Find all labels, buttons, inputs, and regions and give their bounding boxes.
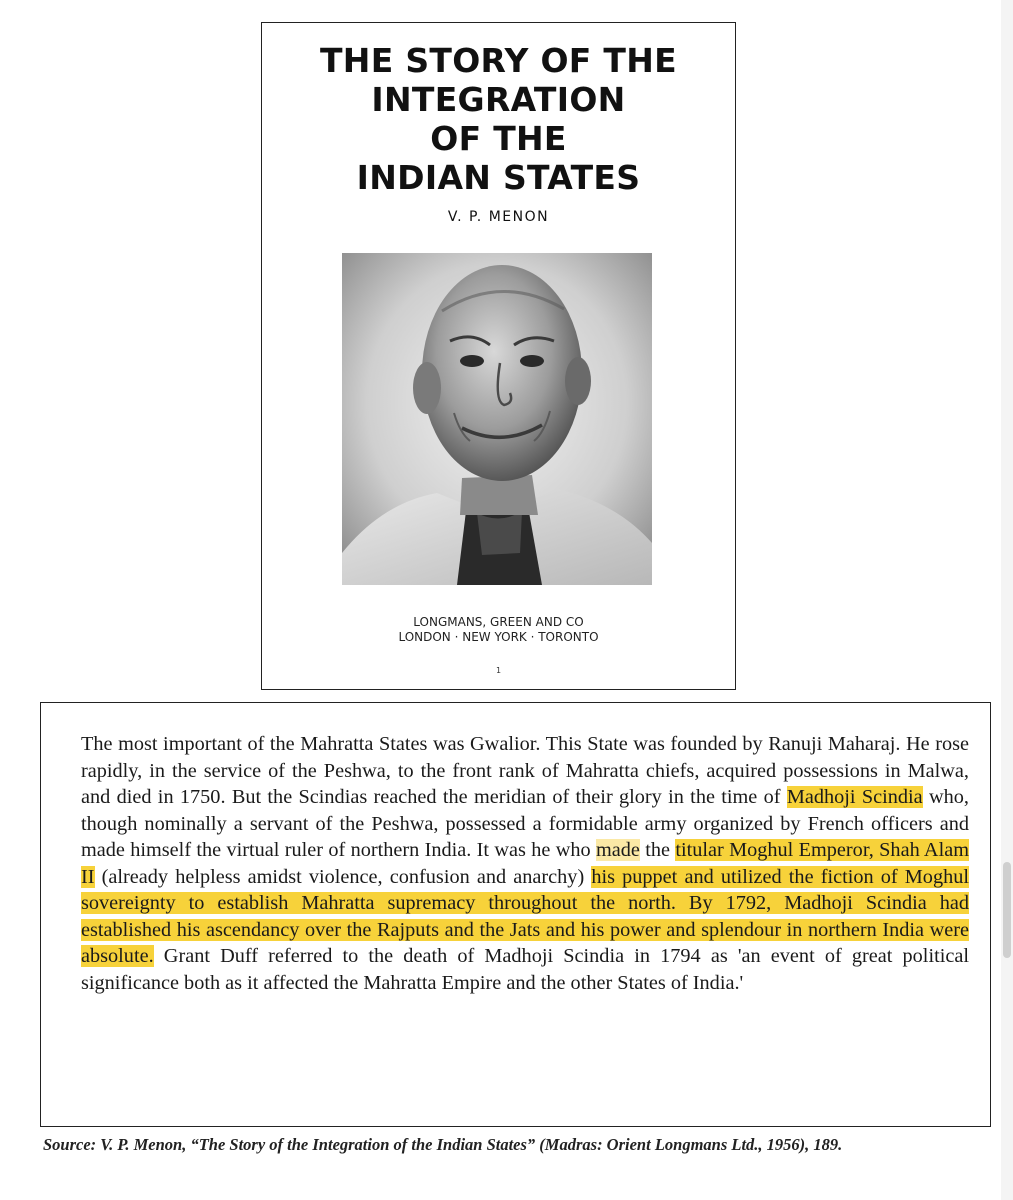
cover-title-line: INDIAN STATES xyxy=(356,158,641,197)
publisher-cities: LONDON · NEW YORK · TORONTO xyxy=(398,630,599,644)
highlight-made: made xyxy=(595,839,640,861)
scrollbar[interactable] xyxy=(1001,0,1013,1200)
scrollbar-thumb[interactable] xyxy=(1003,862,1011,958)
highlight-madhoji-scindia: Madhoji Scindia xyxy=(786,786,923,808)
cover-title-line: OF THE xyxy=(430,119,567,158)
excerpt-text: Grant Duff referred to the death of Madhoji Scindia in 1794 as 'an event of great political significance both as it affected the Mahratta Empire and the other States of India.' xyxy=(81,945,969,994)
highlight-puppet-passage: his puppet and utilized the fiction of Moghul sovereignty to establish Mahratta supremacy throughout the north. By 1792, Madhoji Scindia had established his ascendancy over the Rajputs and the Jats and his power and splendour in northern India were absolute. xyxy=(81,865,970,967)
author-portrait xyxy=(342,253,652,585)
cover-title-line: THE STORY OF THE xyxy=(319,41,678,80)
excerpt-text: (already helpless amidst violence, confusion and anarchy) xyxy=(94,865,592,888)
cover-title-line: INTEGRATION xyxy=(371,80,626,119)
publisher-name: LONGMANS, GREEN AND CO xyxy=(413,615,584,629)
excerpt-text: the xyxy=(639,839,676,861)
publisher-imprint xyxy=(262,615,735,645)
cover-title xyxy=(262,41,735,197)
excerpt-text: The most important of the Mahratta States was Gwalior. This State was founded by Ranuji Maharaj. He rose rapidly, in the service of the Peshwa, to the front rank of Mahratta chiefs, acquired possessions in Malwa, and died in 1750. But the Scindias reached the meridian of their glory in the time of xyxy=(81,733,969,808)
excerpt-box xyxy=(40,702,991,1127)
book-cover xyxy=(261,22,736,690)
cover-author: V. P. MENON xyxy=(447,209,550,225)
highlight-titular-emperor: titular Moghul Emperor, Shah Alam II xyxy=(81,839,969,888)
source-citation: Source: V. P. Menon, “The Story of the Integration of the Indian States” (Madras: Orient Longmans Ltd., 1956), 189. xyxy=(43,1135,843,1154)
excerpt-text: who, though nominally a servant of the Peshwa, possessed a formidable army organized by French officers and made himself the virtual ruler of northern India. It was he who xyxy=(81,786,969,861)
excerpt-paragraph xyxy=(81,731,969,996)
cover-page-number: 1 xyxy=(495,666,502,675)
